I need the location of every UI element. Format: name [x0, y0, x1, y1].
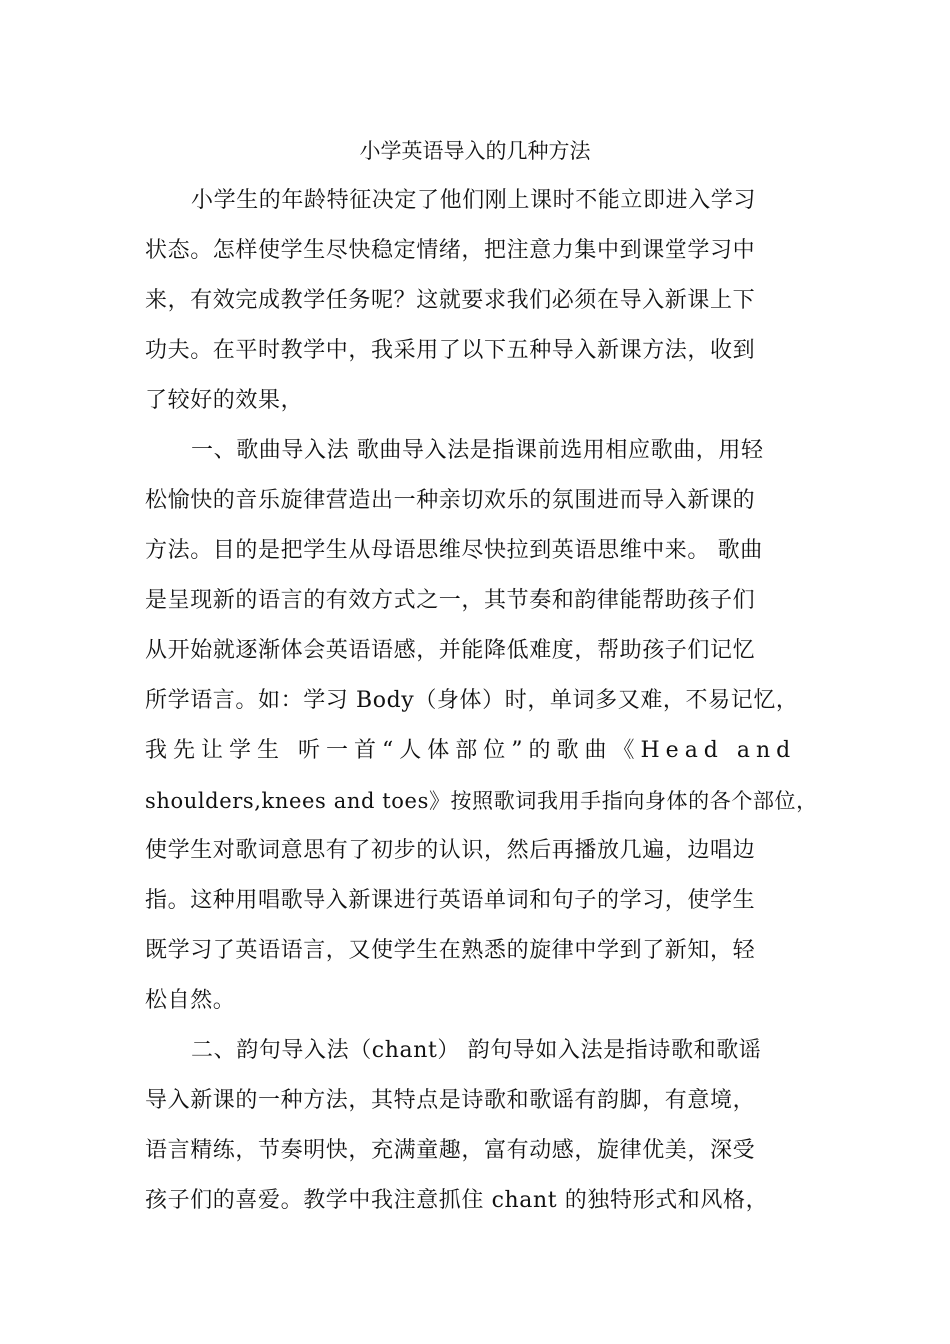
paragraph-line: 导入新课的一种方法，其特点是诗歌和歌谣有韵脚，有意境， [145, 1088, 756, 1113]
paragraph-line: 了较好的效果， [145, 388, 304, 413]
paragraph-line: 指。这种用唱歌导入新课进行英语单词和句子的学习，使学生 [145, 888, 756, 913]
paragraph-line: 小学生的年龄特征决定了他们刚上课时不能立即进入学习 [191, 188, 757, 213]
paragraph-line: 语言精练，节奏明快，充满童趣，富有动感，旋律优美，深受 [145, 1138, 756, 1163]
paragraph-line: 方法。目的是把学生从母语思维尽快拉到英语思维中来。 歌曲 [145, 538, 763, 563]
paragraph-line: 是呈现新的语言的有效方式之一，其节奏和韵律能帮助孩子们 [145, 588, 756, 613]
paragraph-line: 松自然。 [145, 988, 236, 1013]
paragraph-line: 从开始就逐渐体会英语语感，并能降低难度，帮助孩子们记忆 [145, 638, 756, 663]
paragraph-line: shoulders,knees and toes》按照歌词我用手指向身体的各个部位， [145, 789, 818, 813]
paragraph-line: 松愉快的音乐旋律营造出一种亲切欢乐的氛围进而导入新课的 [145, 488, 756, 513]
paragraph-line: 使学生对歌词意思有了初步的认识，然后再播放几遍，边唱边 [145, 838, 756, 863]
paragraph-line: 我先让学生 听一首“人体部位”的歌曲《Head and [145, 738, 797, 763]
paragraph-line: 孩子们的喜爱。教学中我注意抓住 chant 的独特形式和风格， [145, 1188, 769, 1213]
paragraph-line: 来，有效完成教学任务呢？这就要求我们必须在导入新课上下 [145, 288, 756, 313]
paragraph-line: 既学习了英语语言，又使学生在熟悉的旋律中学到了新知，轻 [145, 938, 756, 963]
paragraph-line: 状态。怎样使学生尽快稳定情绪，把注意力集中到课堂学习中 [145, 238, 756, 263]
paragraph-line: 所学语言。如：学习 Body（身体）时，单词多又难，不易记忆， [145, 688, 799, 713]
paragraph-line: 一、歌曲导入法 歌曲导入法是指课前选用相应歌曲，用轻 [191, 438, 764, 463]
paragraph-line: 二、韵句导入法（chant） 韵句导如入法是指诗歌和歌谣 [191, 1038, 762, 1063]
document-title: 小学英语导入的几种方法 [359, 139, 591, 163]
paragraph-line: 功夫。在平时教学中，我采用了以下五种导入新课方法，收到 [145, 338, 756, 363]
